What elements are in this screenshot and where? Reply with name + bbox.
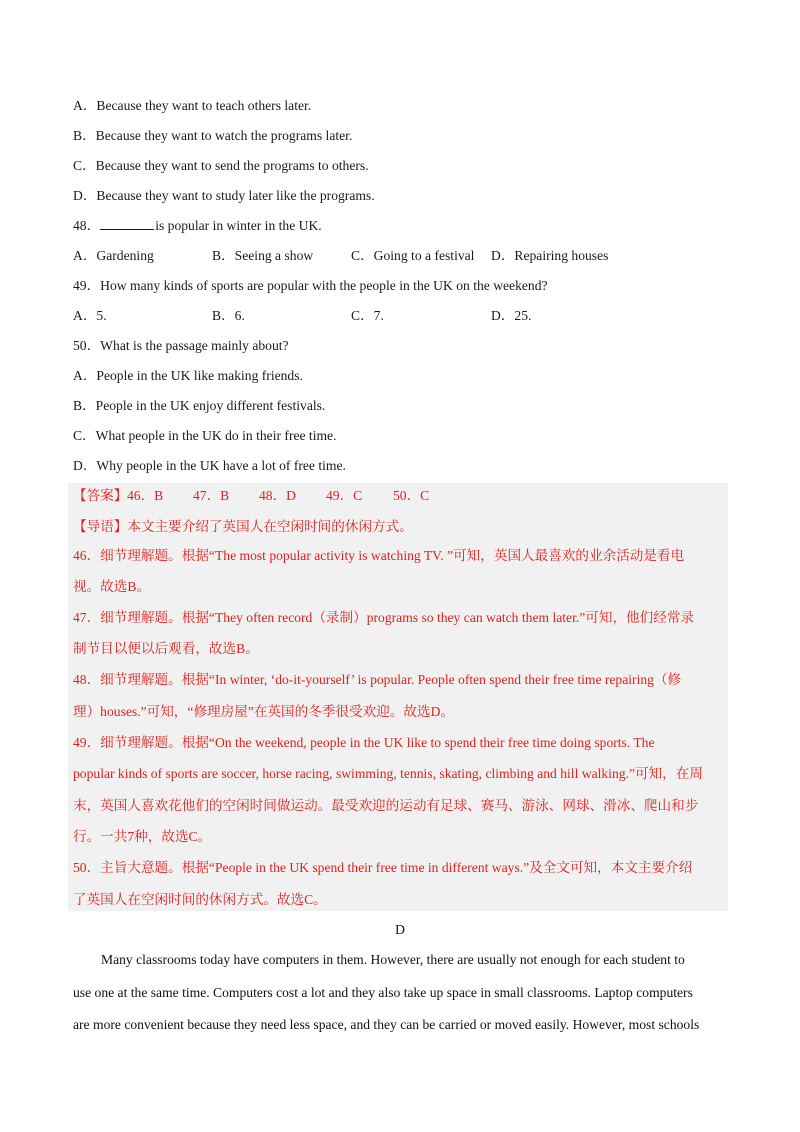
- passage-line-3: are more convenient because they need less space, and they can be carried or moved easily. However, most schools: [73, 1017, 700, 1032]
- q47-option-b: B．Because they want to watch the programs later.: [73, 128, 353, 143]
- explanation-48-line1: 48．细节理解题。根据“In winter, ‘do-it-yourself’ is popular. People often spend their free time repairing（修: [73, 672, 682, 687]
- q49-option-b: B．6.: [212, 308, 245, 323]
- explanation-50-line1: 50．主旨大意题。根据“People in the UK spend their free time in different ways.”及全文可知，本文主要介绍: [73, 860, 693, 875]
- q48-option-a: A．Gardening: [73, 248, 154, 263]
- answer-46: 46．B: [127, 488, 164, 503]
- answer-48: 48．D: [259, 488, 297, 503]
- q48-option-c: C．Going to a festival: [351, 248, 475, 263]
- answer-50: 50．C: [393, 488, 430, 503]
- explanation-49-line4: 行。一共7种，故选C。: [73, 829, 212, 844]
- answer-49: 49．C: [326, 488, 363, 503]
- q50-option-b: B．People in the UK enjoy different festivals.: [73, 398, 326, 413]
- answer-label: 【答案】: [73, 488, 128, 503]
- explanation-47-line1: 47．细节理解题。根据“They often record（录制）programs so they can watch them later.”可知，他们经常录: [73, 610, 695, 625]
- q48-option-b: B．Seeing a show: [212, 248, 314, 263]
- q50-option-a: A．People in the UK like making friends.: [73, 368, 303, 383]
- q47-option-d: D．Because they want to study later like the programs.: [73, 188, 375, 203]
- q50-option-c: C．What people in the UK do in their free time.: [73, 428, 337, 443]
- explanation-48-line2: 理）houses.”可知，“修理房屋”在英国的冬季很受欢迎。故选D。: [73, 704, 454, 719]
- q50-stem: 50．What is the passage mainly about?: [73, 338, 289, 353]
- explanation-50-line2: 了英国人在空闲时间的休闲方式。故选C。: [73, 892, 327, 907]
- explanation-47-line2: 制节目以便以后观看，故选B。: [73, 641, 259, 656]
- q48-stem-line: [73, 216, 322, 236]
- q50-option-d: D．Why people in the UK have a lot of free time.: [73, 458, 346, 473]
- q49-option-d: D．25.: [491, 308, 532, 323]
- passage-line-1: Many classrooms today have computers in them. However, there are usually not enough for each student to: [101, 952, 685, 967]
- section-heading: D: [395, 922, 405, 937]
- passage-line-2: use one at the same time. Computers cost a lot and they also take up space in small classrooms. Laptop computers: [73, 985, 693, 1000]
- explanation-46-line1: 46．细节理解题。根据“The most popular activity is watching TV. ”可知，英国人最喜欢的业余活动是看电: [73, 548, 685, 563]
- q48-number: 48．: [73, 218, 101, 233]
- guide-text: 【导语】本文主要介绍了英国人在空闲时间的休闲方式。: [73, 519, 413, 534]
- explanation-49-line1: 49．细节理解题。根据“On the weekend, people in the UK like to spend their free time doing sports. The: [73, 735, 655, 750]
- explanation-49-line2: popular kinds of sports are soccer, horse racing, swimming, tennis, skating, climbing and hill walking.”可知，在周: [73, 766, 703, 781]
- q48-stem: is popular in winter in the UK.: [155, 218, 322, 233]
- explanation-46-line2: 视。故选B。: [73, 579, 151, 594]
- q48-option-d: D．Repairing houses: [491, 248, 609, 263]
- explanation-49-line3: 末，英国人喜欢花他们的空闲时间做运动。最受欢迎的运动有足球、赛马、游泳、网球、滑冰、爬山和步: [73, 798, 699, 813]
- q49-stem: 49．How many kinds of sports are popular with the people in the UK on the weekend?: [73, 278, 548, 293]
- q49-option-c: C．7.: [351, 308, 384, 323]
- answer-47: 47．B: [193, 488, 230, 503]
- q47-option-c: C．Because they want to send the programs to others.: [73, 158, 369, 173]
- q49-option-a: A．5.: [73, 308, 107, 323]
- answer-blank: [100, 216, 154, 230]
- q47-option-a: A．Because they want to teach others later.: [73, 98, 312, 113]
